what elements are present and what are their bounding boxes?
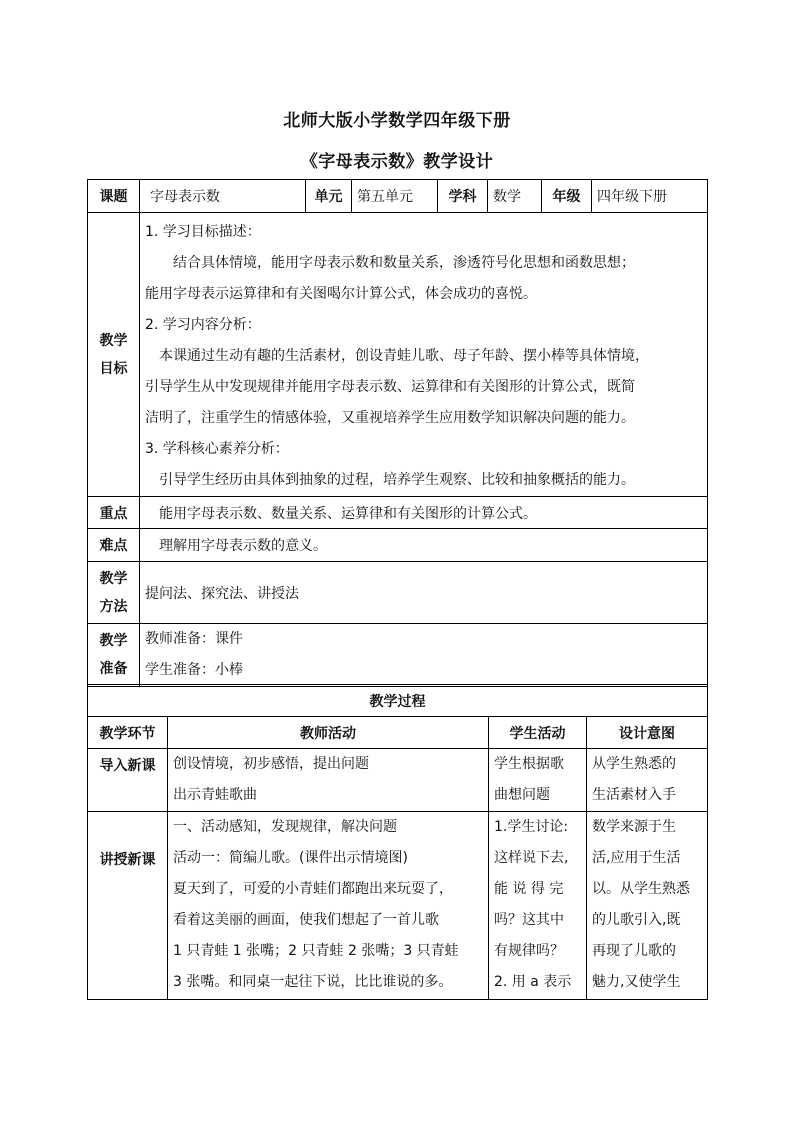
unit-label: 单元 — [306, 180, 352, 213]
student-activity-line: 学生根据歌 — [494, 756, 564, 772]
objectives-label-line1: 教学 — [99, 332, 128, 349]
preparation-label-line2: 准备 — [99, 661, 128, 677]
teacher-activity-cell — [168, 812, 489, 1000]
teaching-process-table — [87, 684, 708, 1000]
methods-text: 提问法、探究法、讲授法 — [140, 562, 708, 624]
objective-line: 引导学生从中发现规律并能用字母表示数、运算律和有关图形的计算公式，既简 — [145, 379, 635, 395]
document-title: 北师大版小学数学四年级下册 — [283, 111, 511, 131]
preparation-label — [88, 624, 140, 687]
teacher-activity-line: 看着这美丽的画面，使我们想起了一首儿歌 — [173, 912, 439, 928]
intent-line: 数学来源于生 — [592, 819, 676, 835]
column-header-teacher: 教师活动 — [168, 717, 489, 749]
process-heading: 教学过程 — [88, 685, 708, 717]
student-activity-line: 吗？这其中 — [494, 912, 564, 928]
teacher-activity-line: 3 张嘴。和同桌一起往下说，比比谁说的多。 — [173, 974, 453, 990]
unit-value: 第五单元 — [352, 180, 438, 213]
objectives-label — [88, 213, 140, 497]
intent-line: 活,应用于生活 — [592, 850, 681, 866]
grade-value: 四年级下册 — [592, 180, 708, 213]
topic-value: 字母表示数 — [140, 180, 306, 213]
stage-cell: 导入新课 — [88, 749, 168, 812]
student-activity-line: 曲想问题 — [494, 787, 550, 803]
objective-line: 结合具体情境，能用字母表示数和数量关系，渗透符号化思想和函数思想； — [145, 255, 635, 271]
student-activity-line: 这样说下去, — [494, 850, 569, 866]
objectives-label-line2: 目标 — [99, 360, 128, 377]
objective-line: 2. 学习内容分析： — [145, 317, 261, 333]
key-points-label: 重点 — [88, 497, 140, 529]
difficulty-text: 理解用字母表示数的意义。 — [140, 529, 708, 562]
topic-label: 课题 — [88, 180, 140, 213]
methods-label-line1: 教学 — [99, 570, 128, 587]
teacher-activity-line: 夏天到了，可爱的小青蛙们都跑出来玩耍了， — [173, 881, 453, 897]
intent-cell — [587, 812, 708, 1000]
intent-line: 从学生熟悉的 — [592, 756, 676, 772]
preparation-label-line1: 教学 — [99, 633, 128, 649]
intent-line: 以。从学生熟悉 — [592, 881, 690, 897]
objective-line: 3. 学科核心素养分析： — [145, 441, 289, 457]
objective-line: 洁明了，注重学生的情感体验，又重视培养学生应用数学知识解决问题的能力。 — [145, 410, 635, 426]
teacher-activity-cell — [168, 749, 489, 812]
teacher-activity-line: 活动一：简编儿歌。(课件出示情境图) — [173, 850, 408, 866]
student-activity-line: 1.学生讨论: — [494, 819, 569, 835]
teacher-activity-line: 一、活动感知，发现规律，解决问题 — [173, 819, 397, 835]
teacher-preparation: 教师准备：课件 — [145, 631, 243, 647]
key-points-text: 能用字母表示数、数量关系、运算律和有关图形的计算公式。 — [140, 497, 708, 529]
preparation-content — [140, 624, 708, 687]
student-activity-line: 有规律吗？ — [494, 943, 564, 959]
intent-line: 生活素材入手 — [592, 787, 676, 803]
column-header-student: 学生活动 — [489, 717, 587, 749]
process-row-new-lesson — [88, 812, 708, 1000]
key-points-row — [88, 497, 708, 529]
methods-label — [88, 562, 140, 624]
student-activity-cell — [489, 812, 587, 1000]
process-row-intro — [88, 749, 708, 812]
stage-cell: 讲授新课 — [88, 812, 168, 1000]
student-activity-cell — [489, 749, 587, 812]
preparation-row — [88, 624, 708, 687]
methods-row — [88, 562, 708, 624]
difficulty-row — [88, 529, 708, 562]
objective-line: 引导学生经历由具体到抽象的过程，培养学生观察、比较和抽象概括的能力。 — [145, 472, 635, 488]
objectives-content — [140, 213, 708, 497]
difficulty-label: 难点 — [88, 529, 140, 562]
student-activity-line: 能 说 得 完 — [494, 881, 564, 897]
document-subtitle: 《字母表示数》教学设计 — [300, 152, 494, 172]
process-heading-row — [88, 685, 708, 717]
info-row — [88, 180, 708, 213]
student-preparation: 学生准备：小棒 — [145, 662, 243, 678]
objective-line: 1. 学习目标描述： — [145, 224, 261, 240]
lesson-info-table — [87, 179, 708, 687]
intent-cell — [587, 749, 708, 812]
student-activity-line: 2. 用 a 表示 — [494, 974, 572, 990]
subject-label: 学科 — [438, 180, 488, 213]
subject-value: 数学 — [488, 180, 542, 213]
intent-line: 的儿歌引入,既 — [592, 912, 681, 928]
teacher-activity-line: 1 只青蛙 1 张嘴；2 只青蛙 2 张嘴；3 只青蛙 — [173, 943, 459, 959]
objective-line: 本课通过生动有趣的生活素材，创设青蛙儿歌、母子年龄、摆小棒等具体情境， — [145, 348, 649, 364]
intent-line: 再现了儿歌的 — [592, 943, 676, 959]
column-header-stage: 教学环节 — [88, 717, 168, 749]
column-header-intent: 设计意图 — [587, 717, 708, 749]
objective-line: 能用字母表示运算律和有关图喝尔计算公式，体会成功的喜悦。 — [145, 286, 537, 302]
intent-line: 魅力,又使学生 — [592, 974, 681, 990]
process-header-row — [88, 717, 708, 749]
methods-label-line2: 方法 — [99, 598, 128, 615]
teacher-activity-line: 创设情境，初步感悟，提出问题 — [173, 756, 369, 772]
objectives-row — [88, 213, 708, 497]
grade-label: 年级 — [542, 180, 592, 213]
teacher-activity-line: 出示青蛙歌曲 — [173, 787, 257, 803]
